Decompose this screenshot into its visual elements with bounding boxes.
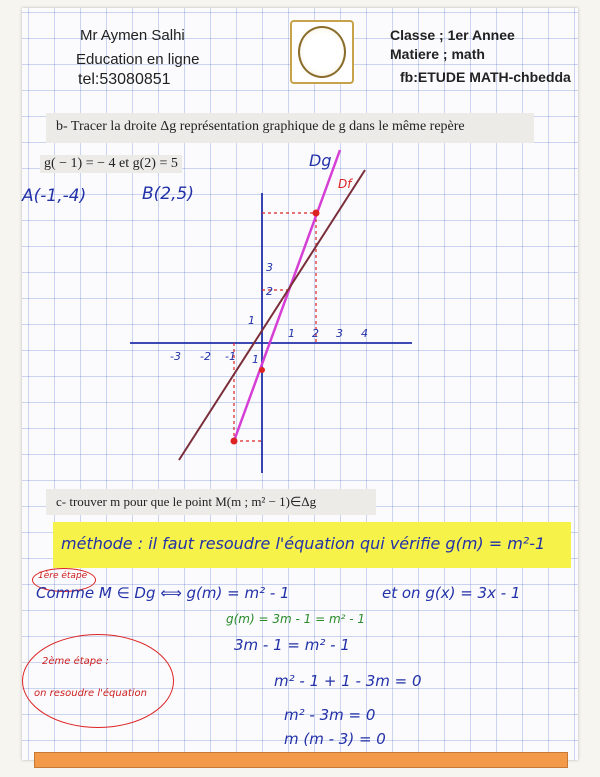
step-line-6: m (m - 3) = 0 [284, 730, 386, 748]
y-tick-label: 2 [266, 285, 273, 298]
methode-text: méthode : il faut resoudre l'équation qui vérifie g(m) = m²-1 [61, 534, 546, 553]
footer-bar [34, 752, 568, 768]
line-df [179, 170, 365, 460]
step-line-4: m² - 1 + 1 - 3m = 0 [274, 672, 422, 690]
question-b-text: b- Tracer la droite Δg représentation graphique de g dans le même repère [56, 119, 465, 134]
subtitle: Education en ligne [76, 51, 200, 68]
methode-highlight [53, 522, 571, 568]
step-line-2: g(m) = 3m - 1 = m² - 1 [226, 612, 366, 626]
facebook-label: fb:ETUDE MATH-chbedda [400, 69, 571, 85]
y-tick-labels [248, 261, 273, 366]
step-line-1b: et on g(x) = 3x - 1 [382, 584, 521, 602]
x-tick-label: 1 [288, 327, 295, 340]
y-tick-label: 3 [266, 261, 273, 274]
df-label: Df [338, 177, 352, 191]
phone: tel:53080851 [78, 71, 171, 88]
x-tick-label: -1 [225, 350, 236, 363]
x-tick-label: -2 [200, 350, 211, 363]
line-dg [234, 150, 340, 441]
question-c-text: c- trouver m pour que le point M(m ; m² − 1)∈Δg [56, 494, 317, 509]
step-line-5: m² - 3m = 0 [284, 706, 376, 724]
etape1-label: 1ère étape [38, 571, 88, 581]
etape2-bubble [22, 634, 174, 728]
graph [22, 8, 578, 488]
classe-label: Classe ; 1er Annee [390, 27, 515, 43]
author-name: Mr Aymen Salhi [80, 27, 185, 44]
given-values: g( − 1) = − 4 et g(2) = 5 [40, 155, 182, 173]
step-line-1: Comme M ∈ Dg ⟺ g(m) = m² - 1 [36, 584, 290, 602]
etape2-text: on resoudre l'équation [34, 688, 148, 699]
x-tick-label: 3 [336, 327, 343, 340]
y-tick-label: 1 [248, 314, 255, 327]
point-a-dot [231, 438, 238, 445]
notebook-page [22, 8, 578, 760]
y-tick-label: 1 [252, 353, 259, 366]
point-a-label: A(-1,-4) [22, 186, 87, 206]
x-tick-label: 4 [361, 327, 368, 340]
dg-label: Dg [309, 151, 332, 170]
etape2-label: 2ème étape : [42, 656, 109, 667]
question-c [46, 489, 376, 515]
x-tick-label: 2 [312, 327, 319, 340]
point-b-label: B(2,5) [142, 184, 194, 204]
matiere-label: Matiere ; math [390, 46, 485, 62]
point-b-dot [313, 210, 320, 217]
x-tick-label: -3 [170, 350, 181, 363]
step-line-3: 3m - 1 = m² - 1 [234, 636, 350, 654]
